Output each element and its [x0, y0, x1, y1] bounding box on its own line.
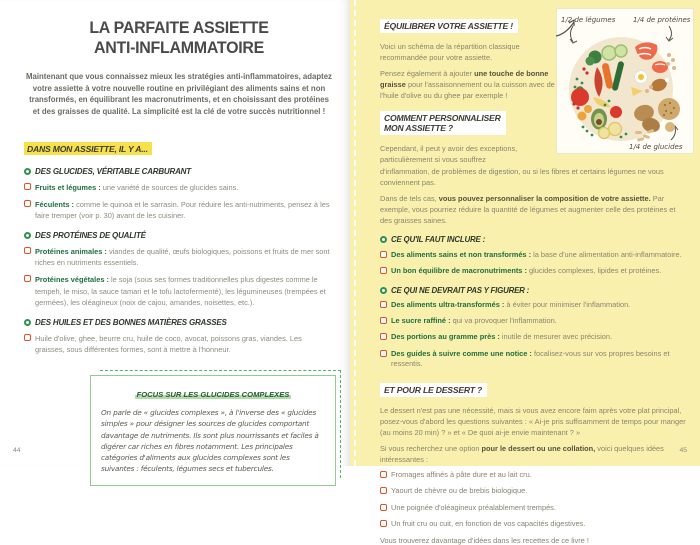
focus-box-title: FOCUS SUR LES GLUCIDES COMPLEXES — [136, 389, 290, 399]
section-heading-dessert: ET POUR LE DESSERT ? — [380, 383, 487, 397]
text-segment: Pensez également à ajouter — [380, 69, 475, 79]
checkbox-icon — [24, 334, 31, 341]
item-label: Un bon équilibre de macronutriments : — [391, 265, 527, 275]
page-number-left: 44 — [13, 447, 21, 454]
item-text: une variété de sources de glucides sains. — [102, 182, 239, 192]
personnaliser-paragraph-2 — [380, 193, 686, 226]
text-segment-bold: pour le dessert ou une collation, — [481, 443, 596, 453]
group-heading: DES GLUCIDES, VÉRITABLE CARBURANT — [35, 166, 191, 176]
item-text: Huile d'olive, ghee, beurre cru, huile de coco, avocat, poissons gras, viandes. Les graisses, sous différentes formes, sont à mettre à l'honneur. — [35, 333, 302, 354]
item-text: viandes de qualité, œufs biologiques, poissons et fruits de mer sont riches en nutriments essentiels. — [35, 247, 330, 268]
group-exclude — [380, 286, 686, 295]
group-heading: CE QUI NE DEVRAIT PAS Y FIGURER : — [391, 285, 530, 295]
bullet-ring-icon — [380, 287, 387, 294]
heading-line2: MON ASSIETTE ? — [384, 123, 453, 134]
page-title-line1: LA PARFAITE ASSIETTE — [89, 18, 269, 37]
checkbox-icon — [380, 267, 387, 274]
list-item — [380, 470, 686, 481]
list-item — [24, 199, 334, 221]
item-text: Un fruit cru ou cuit, en fonction de vos capacités digestives. — [391, 518, 586, 528]
checkbox-icon — [380, 301, 387, 308]
left-page — [0, 0, 350, 474]
text-segment: voici quelques idées intéressantes : — [380, 443, 664, 464]
text-segment: Dans de tels cas, — [380, 193, 439, 203]
item-label: Protéines végétales : — [35, 275, 109, 285]
checkbox-icon — [380, 471, 387, 478]
item-text: comme le quinoa et le sarrasin. Pour réduire les anti-nutriments, pensez à les faire tremper (voir p. 30) avant de les cuisiner. — [35, 199, 330, 221]
item-text: Fromages affinés à pâte dure et au lait cru. — [391, 470, 532, 480]
item-label: Le sucre raffiné : — [391, 316, 451, 326]
checkbox-icon — [24, 200, 31, 207]
checkbox-icon — [380, 504, 387, 511]
item-label: Des portions au gramme près : — [391, 332, 500, 342]
list-item — [380, 300, 686, 311]
list-item — [24, 333, 334, 355]
bullet-ring-icon — [24, 232, 31, 239]
group-huiles — [24, 318, 334, 355]
section-heading-dans-mon-assiette: DANS MON ASSIETTE, IL Y A... — [24, 142, 152, 155]
page-title-line2: ANTI-INFLAMMATOIRE — [93, 38, 265, 58]
checkbox-icon — [24, 275, 31, 282]
section-heading-personnaliser — [380, 111, 506, 135]
text-segment-bold: vous pouvez personnaliser la composition de votre assiette. — [438, 193, 651, 203]
item-label: Des aliments sains et non transformés : — [391, 249, 532, 259]
list-item — [24, 274, 334, 307]
text-segment: Par exemple, vous pourriez réduire la quantité de légumes et augmenter celle des protéines et des graisses saines. — [380, 193, 676, 225]
item-text: inutile de mesurer avec précision. — [501, 332, 612, 342]
item-text: qui va provoquer l'inflammation. — [452, 316, 557, 326]
checkbox-icon — [24, 247, 31, 254]
list-item — [380, 486, 686, 497]
item-label: Des guides à suivre comme une notice : — [391, 348, 532, 358]
list-item — [380, 349, 686, 370]
list-item — [380, 266, 686, 277]
list-item — [380, 503, 686, 514]
checkbox-icon — [380, 350, 387, 357]
group-heading: CE QU'IL FAUT INCLURE : — [391, 235, 486, 245]
item-text: Une poignée d'oléagineux préalablement trempés. — [391, 502, 556, 512]
list-item — [24, 246, 334, 268]
section-heading-equilibrer: ÉQUILIBRER VOTRE ASSIETTE ! — [380, 19, 518, 33]
checkbox-icon — [380, 251, 387, 258]
plate-label-vegetables: 1/2 de légumes — [561, 16, 616, 24]
plate-label-proteins: 1/4 de protéines — [633, 16, 691, 24]
checkbox-icon — [380, 487, 387, 494]
text-segment-bold: une touche de bonne graisse — [380, 69, 549, 90]
dessert-paragraph-2 — [380, 443, 686, 465]
checkbox-icon — [380, 520, 387, 527]
dessert-outro: Vous trouverez davantage d'idées dans les recettes de ce livre ! — [380, 535, 589, 545]
text-segment: Si vous recherchez une option — [380, 443, 482, 453]
right-page — [350, 0, 700, 545]
plate-label-carbs: 1/4 de glucides — [629, 143, 683, 151]
item-text: focalisez-vous sur vos propres besoins et ressentis. — [391, 348, 670, 369]
focus-box — [90, 375, 336, 486]
group-glucides — [24, 167, 334, 221]
arrow-to-plate-icon — [554, 14, 580, 38]
list-item — [380, 519, 686, 530]
group-heading: DES HUILES ET DES BONNES MATIÈRES GRASSES — [35, 317, 227, 327]
item-text: à éviter pour minimiser l'inflammation. — [506, 300, 631, 310]
list-item — [380, 332, 686, 343]
bullet-ring-icon — [24, 319, 31, 326]
heading-line1: COMMENT PERSONNALISER — [384, 112, 501, 123]
item-label: Des aliments ultra-transformés : — [391, 300, 505, 310]
bullet-ring-icon — [380, 236, 387, 243]
list-item — [24, 182, 334, 193]
checkbox-icon — [380, 317, 387, 324]
item-text: Yaourt de chèvre ou de brebis biologique. — [391, 486, 528, 496]
equilibrer-paragraph-1: Voici un schéma de la répartition classique recommandée pour votre assiette. — [380, 42, 520, 63]
personnaliser-paragraph-1: Cependant, il peut y avoir des exceptions, particulièrement si vous souffrez d'inflammation, de problèmes de digestion, ou si les fibres et certains légumes ne vous conviennent pas. — [380, 144, 664, 187]
page-number-right: 45 — [679, 447, 687, 454]
page-title — [33, 18, 324, 58]
equilibrer-paragraph-2 — [380, 68, 566, 101]
item-text: le soja (sous ses formes traditionnelles plus digestes comme le tempeh, le miso, la sauce tamari et le tofu lactofermenté), les légumineuses (trempées et germées), les oléagineux (noix de cajou, amandes, noisettes, etc.). — [35, 275, 326, 307]
intro-paragraph: Maintenant que vous connaissez mieux les stratégies anti-inflammatoires, adaptez votre assiette à votre nouvelle routine en privilégiant des aliments sains et non transformés, en équilibrant les macronutriments, et en choisissant des protéines et des graisses de qualité. La simplicité est la clé de votre succès nutritionnel ! — [26, 72, 332, 117]
group-proteines — [24, 231, 334, 308]
dessert-paragraph-1: Le dessert n'est pas une nécessité, mais si vous avez encore faim après votre plat principal, posez-vous d'abord les questions suivantes : « Ai-je pris suffisamment de temps pour manger (au moins 20 min) ? » et « De quoi ai-je envie maintenant ? » — [380, 406, 686, 438]
checkbox-icon — [24, 183, 31, 190]
item-label: Fruits et légumes : — [35, 182, 101, 192]
item-label: Féculents : — [35, 199, 75, 209]
list-item — [380, 250, 686, 261]
item-text: la base d'une alimentation anti-inflammatoire. — [533, 249, 682, 259]
checkbox-icon — [380, 333, 387, 340]
group-heading: DES PROTÉINES DE QUALITÉ — [35, 231, 146, 241]
item-label: Protéines animales : — [35, 247, 107, 257]
bullet-ring-icon — [24, 168, 31, 175]
item-text: glucides complexes, lipides et protéines. — [528, 265, 662, 275]
group-include — [380, 235, 686, 244]
focus-box-body: On parle de « glucides complexes », à l'inverse des « glucides simples » pour désigner les sources de glucides comportant davantage de nutriments. Ils sont plus nourrissants et faciles à digérer car riches en fibres notamment. Les principales catégories d'aliments aux glucides complexes sont les suivantes : féculents, légumes secs et tubercules. — [101, 407, 319, 474]
text-segment: pour l'assaisonnement ou la cuisson avec de l'huile d'olive ou du ghee par exemple ! — [380, 80, 555, 101]
list-item — [380, 316, 686, 327]
